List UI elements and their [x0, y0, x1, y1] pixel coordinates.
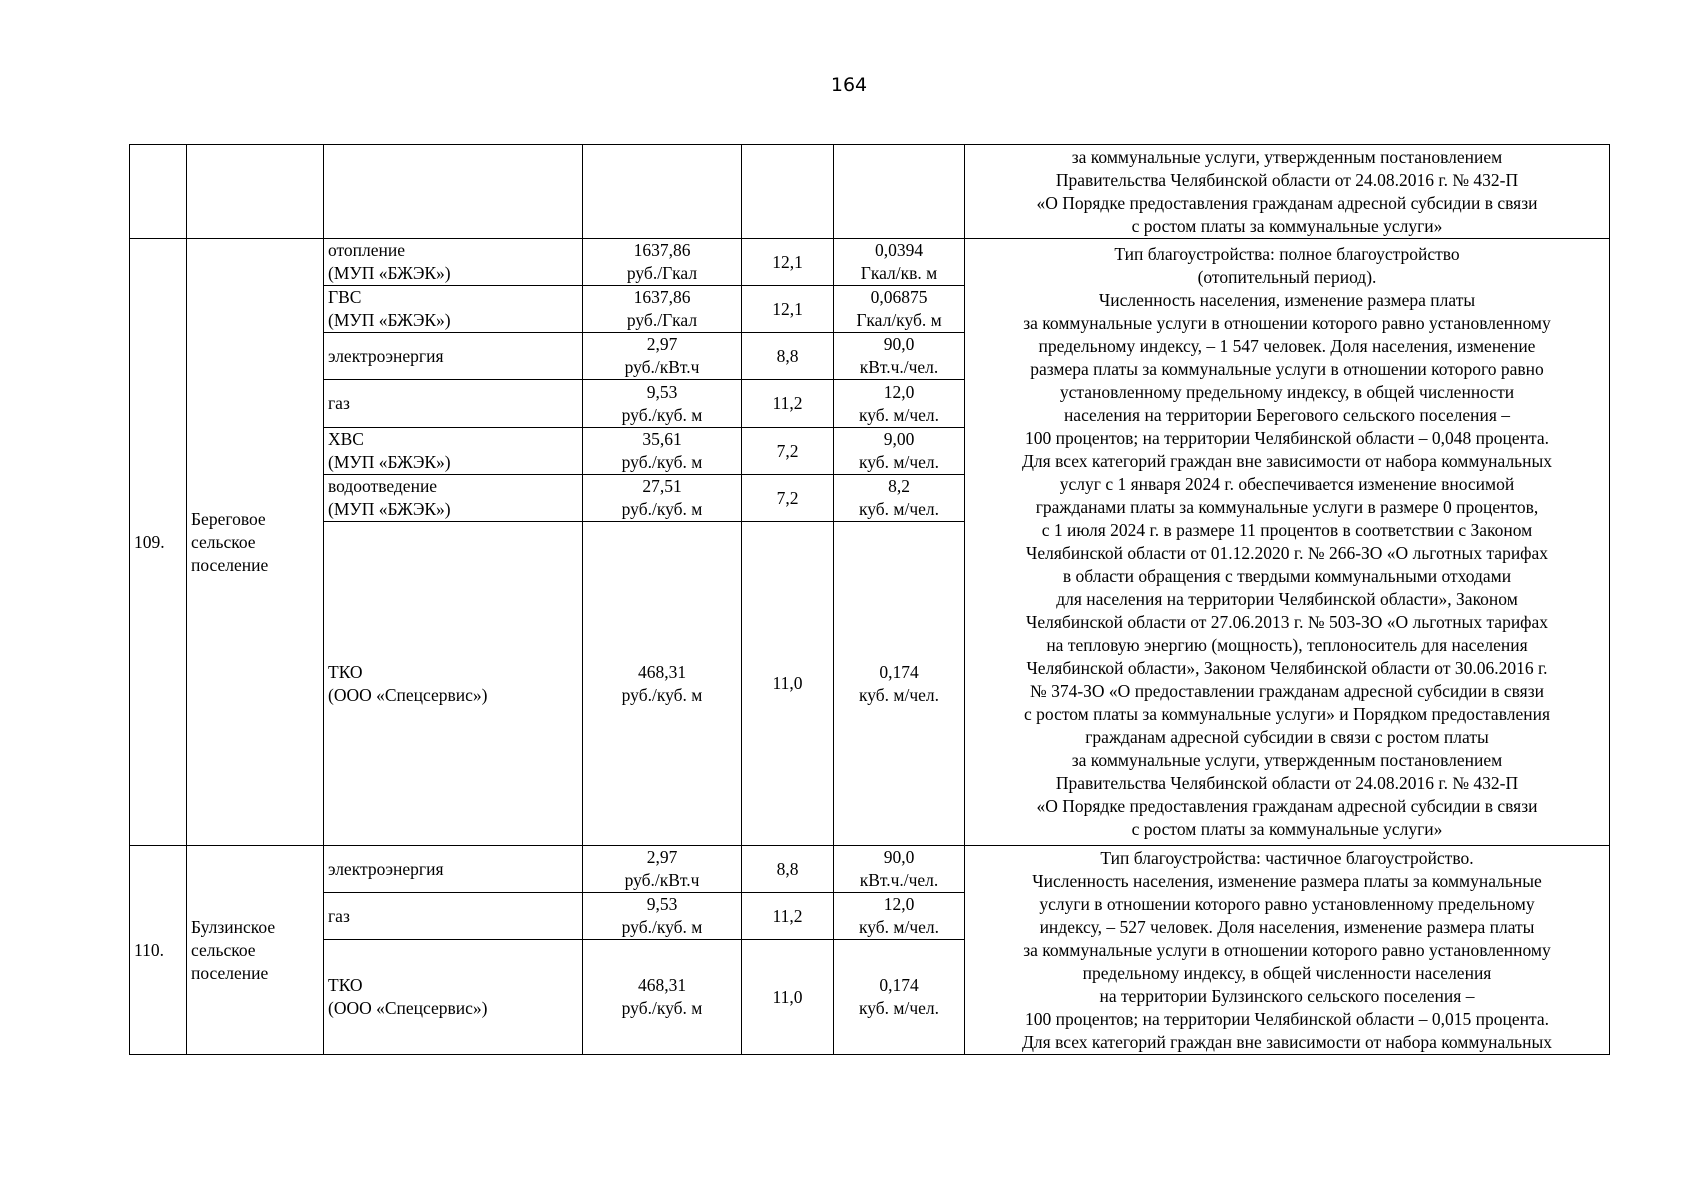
service-name: электроэнергия: [324, 333, 583, 380]
row-number: 109.: [130, 239, 187, 846]
tariff-value: 2,97 руб./кВт.ч: [583, 846, 742, 893]
table-row: [130, 239, 1610, 286]
settlement-name: Булзинское сельское поселение: [187, 846, 324, 1055]
percent-value: 8,8: [742, 846, 834, 893]
service-name: ХВС (МУП «БЖЭК»): [324, 428, 583, 475]
percent-value: 8,8: [742, 333, 834, 380]
percent-value: 11,2: [742, 893, 834, 940]
service-name: ТКО (ООО «Спецсервис»): [324, 940, 583, 1055]
service-name: водоотведение (МУП «БЖЭК»): [324, 475, 583, 522]
percent-value: 11,0: [742, 940, 834, 1055]
percent-value: 12,1: [742, 286, 834, 333]
service-cell: [324, 145, 583, 239]
tariff-value: 2,97 руб./кВт.ч: [583, 333, 742, 380]
tariff-value: 9,53 руб./куб. м: [583, 380, 742, 428]
row-note: Тип благоустройства: частичное благоустройство. Численность населения, изменение размера платы за коммунальные услуги в отношении которого равно установленному предельному индексу, – 527 человек. Доля населения, изменение размера платы за коммунальные услуги в отношении которого равно установленному предельному индексу, в общей численности населения на территории Булзинского сельского поселения – 100 процентов; на территории Челябинской области – 0,015 процента. Для всех категорий граждан вне зависимости от набора коммунальных: [1021, 847, 1553, 1052]
percent-value: 7,2: [742, 475, 834, 522]
settlement-cell: [187, 145, 324, 239]
service-name: ТКО (ООО «Спецсервис»): [324, 522, 583, 846]
norm-value: 12,0 куб. м/чел.: [834, 380, 965, 428]
norm-value: 90,0 кВт.ч./чел.: [834, 846, 965, 893]
percent-value: 11,0: [742, 522, 834, 846]
tariff-cell: [583, 145, 742, 239]
note-cell: [965, 239, 1610, 846]
row-number: 110.: [130, 846, 187, 1055]
table-row: [130, 846, 1610, 893]
norm-value: 9,00 куб. м/чел.: [834, 428, 965, 475]
tariff-value: 1637,86 руб./Гкал: [583, 286, 742, 333]
norm-value: 0,174 куб. м/чел.: [834, 522, 965, 846]
page-number: 164: [830, 74, 868, 96]
tariff-value: 468,31 руб./куб. м: [583, 940, 742, 1055]
norm-value: 8,2 куб. м/чел.: [834, 475, 965, 522]
continuation-row: [130, 145, 1610, 239]
continuation-note: за коммунальные услуги, утвержденным постановлением Правительства Челябинской области от 24.08.2016 г. № 432-П «О Порядке предоставления гражданам адресной субсидии в связи с ростом платы за коммунальные услуги»: [1036, 146, 1538, 236]
percent-value: 12,1: [742, 239, 834, 286]
percent-cell: [742, 145, 834, 239]
settlement-name: Береговое сельское поселение: [187, 239, 324, 846]
service-name: газ: [324, 893, 583, 940]
tariff-value: 1637,86 руб./Гкал: [583, 239, 742, 286]
service-name: электроэнергия: [324, 846, 583, 893]
norm-value: 0,174 куб. м/чел.: [834, 940, 965, 1055]
norm-value: 12,0 куб. м/чел.: [834, 893, 965, 940]
norm-cell: [834, 145, 965, 239]
service-name: ГВС (МУП «БЖЭК»): [324, 286, 583, 333]
tariff-table: [129, 144, 1610, 1055]
norm-value: 90,0 кВт.ч./чел.: [834, 333, 965, 380]
tariff-value: 468,31 руб./куб. м: [583, 522, 742, 846]
percent-value: 11,2: [742, 380, 834, 428]
norm-value: 0,06875 Гкал/куб. м: [834, 286, 965, 333]
tariff-value: 27,51 руб./куб. м: [583, 475, 742, 522]
percent-value: 7,2: [742, 428, 834, 475]
tariff-value: 35,61 руб./куб. м: [583, 428, 742, 475]
norm-value: 0,0394 Гкал/кв. м: [834, 239, 965, 286]
row-note: Тип благоустройства: полное благоустройство (отопительный период). Численность населения, изменение размера платы за коммунальные услуги в отношении которого равно установленному предельному индексу, – 1 547 человек. Доля населения, изменение размера платы за коммунальные услуги в отношении которого равно установленному предельному индексу, в общей численности населения на территории Берегового сельского поселения – 100 процентов; на территории Челябинской области – 0,048 процента. Для всех категорий граждан вне зависимости от набора коммунальных услуг с 1 января 2024 г. обеспечивается изменение вносимой гражданами платы за коммунальные услуги в размере 0 процентов, с 1 июля 2024 г. в размере 11 процентов в соответствии с Законом Челябинской области от 01.12.2020 г. № 266-ЗО «О льготных тарифах в области обращения с твердыми коммунальными отходами для населения на территории Челябинской области», Законом Челябинской области от 27.06.2013 г. № 503-ЗО «О льготных тарифах на тепловую энергию (мощность), теплоноситель для населения Челябинской области», Законом Челябинской области от 30.06.2016 г. № 374-ЗО «О предоставлении гражданам адресной субсидии в связи с ростом платы за коммунальные услуги» и Порядком предоставления гражданам адресной субсидии в связи с ростом платы за коммунальные услуги, утвержденным постановлением Правительства Челябинской области от 24.08.2016 г. № 432-П «О Порядке предоставления гражданам адресной субсидии в связи с ростом платы за коммунальные услуги»: [1021, 244, 1553, 839]
service-name: отопление (МУП «БЖЭК»): [324, 239, 583, 286]
service-name: газ: [324, 380, 583, 428]
note-cell: [965, 145, 1610, 239]
tariff-value: 9,53 руб./куб. м: [583, 893, 742, 940]
note-cell: [965, 846, 1610, 1055]
number-cell: [130, 145, 187, 239]
